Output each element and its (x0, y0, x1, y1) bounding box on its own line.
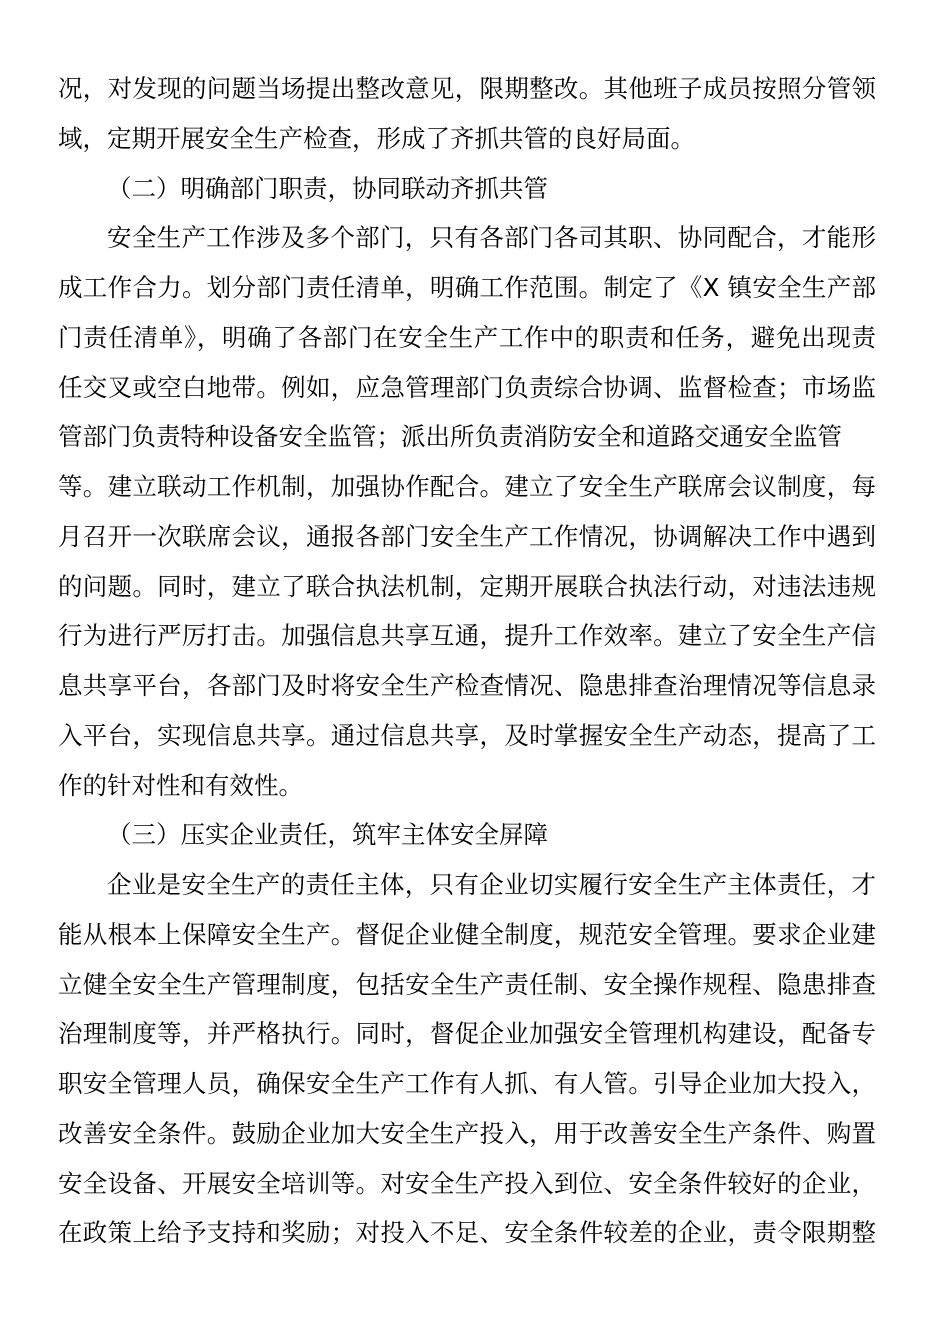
text-line: 改善安全条件。鼓励企业加大安全生产投入，用于改善安全生产条件、购置 (58, 1118, 876, 1148)
section-heading: （二）明确部门职责，协同联动齐抓共管 (107, 173, 548, 203)
text-line: 立健全安全生产管理制度，包括安全生产责任制、安全操作规程、隐患排查 (58, 969, 876, 999)
text-line: 息共享平台，各部门及时将安全生产检查情况、隐患排查治理情况等信息录 (58, 671, 876, 700)
section-heading: （三）压实企业责任，筑牢主体安全屏障 (107, 820, 548, 850)
text-line: 等。建立联动工作机制，加强协作配合。建立了安全生产联席会议制度，每 (58, 472, 876, 501)
document-page (58, 64, 876, 1258)
text-line: 行为进行严厉打击。加强信息共享互通，提升工作效率。建立了安全生产信 (58, 621, 876, 651)
paragraph-first-line: 企业是安全生产的责任主体，只有企业切实履行安全生产主体责任，才 (107, 870, 876, 899)
text-line: 安全设备、开展安全培训等。对安全生产投入到位、安全条件较好的企业， (58, 1168, 876, 1198)
text-line: 治理制度等，并严格执行。同时，督促企业加强安全管理机构建设，配备专 (58, 1019, 876, 1049)
text-line: 成工作合力。划分部门责任清单，明确工作范围。制定了《X 镇安全生产部 (58, 273, 876, 302)
text-line: 作的针对性和有效性。 (58, 770, 303, 800)
paragraph-first-line: 安全生产工作涉及多个部门，只有各部门各司其职、协同配合，才能形 (107, 223, 876, 253)
text-line: 职安全管理人员，确保安全生产工作有人抓、有人管。引导企业加大投入， (58, 1069, 876, 1098)
text-line: 入平台，实现信息共享。通过信息共享，及时掌握安全生产动态，提高了工 (58, 720, 876, 750)
text-line: 能从根本上保障安全生产。督促企业健全制度，规范安全管理。要求企业建 (58, 919, 876, 949)
text-line: 域，定期开展安全生产检查，形成了齐抓共管的良好局面。 (58, 123, 695, 153)
text-line: 在政策上给予支持和奖励；对投入不足、安全条件较差的企业，责令限期整 (58, 1218, 876, 1248)
text-line: 任交叉或空白地带。例如，应急管理部门负责综合协调、监督检查；市场监 (58, 372, 876, 402)
text-line: 月召开一次联席会议，通报各部门安全生产工作情况，协调解决工作中遇到 (58, 521, 876, 551)
text-line: 门责任清单》，明确了各部门在安全生产工作中的职责和任务，避免出现责 (58, 322, 876, 352)
text-line: 况，对发现的问题当场提出整改意见，限期整改。其他班子成员按照分管领 (58, 74, 876, 103)
text-line: 管部门负责特种设备安全监管；派出所负责消防安全和道路交通安全监管 (58, 422, 842, 452)
text-line: 的问题。同时，建立了联合执法机制，定期开展联合执法行动，对违法违规 (58, 571, 876, 601)
